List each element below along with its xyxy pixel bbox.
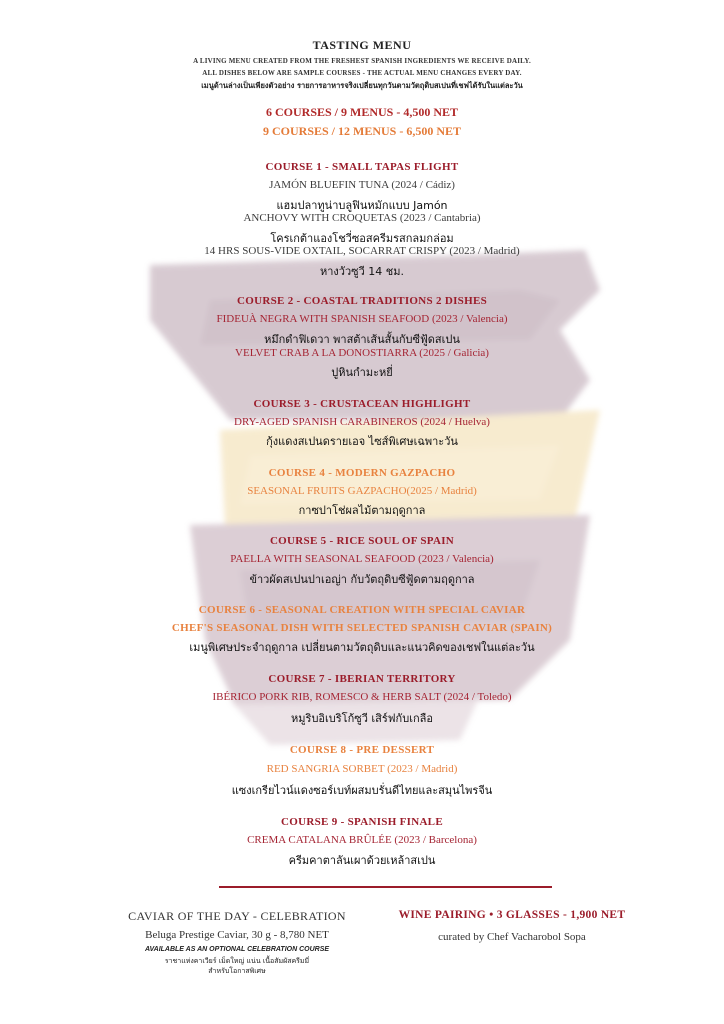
- course-1-title: COURSE 1 - SMALL TAPAS FLIGHT: [265, 161, 459, 173]
- course-7-dish-1-thai: หมูริบอิเบริโก้ซูวี เสิร์ฟกับเกลือ: [291, 712, 433, 725]
- course-5-dish-1-thai: ข้าวผัดสเปนปาเอญ่า กับวัตถุดิบซีฟู้ดตามฤดูกาล: [249, 573, 475, 586]
- section-divider: [219, 886, 552, 888]
- course-2-dish-2: VELVET CRAB A LA DONOSTIARRA (2025 / Galicia): [235, 347, 489, 359]
- course-9-dish-1: CREMA CATALANA BRÛLÉE (2023 / Barcelona): [247, 834, 477, 846]
- intro-line-2: ALL DISHES BELOW ARE SAMPLE COURSES - THE ACTUAL MENU CHANGES EVERY DAY.: [202, 69, 522, 77]
- intro-line-thai: เมนูด้านล่างเป็นเพียงตัวอย่าง รายการอาหารจริงเปลี่ยนทุกวันตามวัตถุดิบสเปนที่เชฟได้รับในแต่ละวัน: [201, 81, 523, 90]
- caviar-note: AVAILABLE AS AN OPTIONAL CELEBRATION COURSE: [144, 946, 330, 953]
- course-6-dish-1-thai: เมนูพิเศษประจำฤดูกาล เปลี่ยนตามวัตถุดิบและแนวคิดของเชฟในแต่ละวัน: [189, 641, 535, 654]
- intro-line-1: A LIVING MENU CREATED FROM THE FRESHEST SPANISH INGREDIENTS WE RECEIVE DAILY.: [193, 57, 531, 65]
- course-5-dish-1: PAELLA WITH SEASONAL SEAFOOD (2023 / Valencia): [230, 553, 494, 565]
- course-9-title: COURSE 9 - SPANISH FINALE: [281, 816, 443, 828]
- course-4-title: COURSE 4 - MODERN GAZPACHO: [268, 467, 456, 479]
- price-option-6-courses: 6 COURSES / 9 MENUS - 4,500 NET: [265, 105, 459, 119]
- course-9-dish-1-thai: ครีมคาตาลันเผาด้วยเหล้าสเปน: [288, 854, 436, 867]
- course-7-dish-1: IBÉRICO PORK RIB, ROMESCO & HERB SALT (2024 / Toledo): [212, 691, 512, 703]
- course-7-title: COURSE 7 - IBERIAN TERRITORY: [268, 673, 456, 685]
- course-3-title: COURSE 3 - CRUSTACEAN HIGHLIGHT: [253, 398, 471, 410]
- course-1-dish-2: ANCHOVY WITH CROQUETAS (2023 / Cantabria): [243, 212, 481, 224]
- price-option-9-courses: 9 COURSES / 12 MENUS - 6,500 NET: [262, 124, 462, 138]
- page-title: TASTING MENU: [312, 38, 412, 52]
- course-2-dish-1-thai: หมึกดำฟิเดวา พาสต้าเส้นสั้นกับซีฟู้ดสเปน: [264, 333, 460, 346]
- course-3-dish-1-thai: กุ้งแดงสเปนดรายเอจ ไซส์พิเศษเฉพาะวัน: [266, 435, 458, 448]
- caviar-note-thai-1: ราชาแห่งคาเวียร์ เม็ดใหญ่ แน่น เนื้อสัมผัสครีมมี่: [164, 957, 310, 965]
- course-1-dish-2-thai: โครเกต้าแองโชวี่ซอสครีมรสกลมกล่อม: [270, 232, 454, 245]
- course-1-dish-3-thai: หางวัวซูวี 14 ชม.: [320, 265, 404, 278]
- course-8-dish-1: RED SANGRIA SORBET (2023 / Madrid): [266, 763, 458, 775]
- course-4-dish-1: SEASONAL FRUITS GAZPACHO(2025 / Madrid): [247, 485, 477, 497]
- course-4-dish-1-thai: กาซปาโช่ผลไม้ตามฤดูกาล: [298, 504, 426, 517]
- course-8-dish-1-thai: แซงเกรียไวน์แดงซอร์เบท์ผสมบรั่นดีไทยและสมุนไพรจีน: [231, 784, 493, 797]
- caviar-note-thai-2: สำหรับโอกาสพิเศษ: [208, 967, 266, 975]
- wine-pairing-curator: curated by Chef Vacharobol Sopa: [438, 931, 586, 943]
- course-3-dish-1: DRY-AGED SPANISH CARABINEROS (2024 / Huelva): [234, 416, 490, 428]
- course-6-dish-1: CHEF'S SEASONAL DISH WITH SELECTED SPANISH CAVIAR (SPAIN): [171, 622, 553, 634]
- course-8-title: COURSE 8 - PRE DESSERT: [289, 744, 435, 756]
- course-2-dish-2-thai: ปูหินกำมะหยี่: [331, 366, 393, 379]
- wine-pairing-title: WINE PAIRING • 3 GLASSES - 1,900 NET: [398, 909, 626, 921]
- course-1-dish-1: JAMÓN BLUEFIN TUNA (2024 / Cádiz): [269, 179, 455, 191]
- course-5-title: COURSE 5 - RICE SOUL OF SPAIN: [269, 535, 455, 547]
- caviar-title: CAVIAR OF THE DAY - CELEBRATION: [128, 909, 346, 923]
- course-2-title: COURSE 2 - COASTAL TRADITIONS 2 DISHES: [237, 295, 487, 307]
- course-2-dish-1: FIDEUÀ NEGRA WITH SPANISH SEAFOOD (2023 / Valencia): [216, 313, 508, 325]
- caviar-price: Beluga Prestige Caviar, 30 g - 8,780 NET: [145, 929, 329, 941]
- course-1-dish-1-thai: แฮมปลาทูน่าบลูฟินหมักแบบ Jamón: [276, 199, 448, 212]
- course-1-dish-3: 14 HRS SOUS-VIDE OXTAIL, SOCARRAT CRISPY (2023 / Madrid): [204, 245, 520, 257]
- course-6-title: COURSE 6 - SEASONAL CREATION WITH SPECIAL CAVIAR: [198, 604, 526, 616]
